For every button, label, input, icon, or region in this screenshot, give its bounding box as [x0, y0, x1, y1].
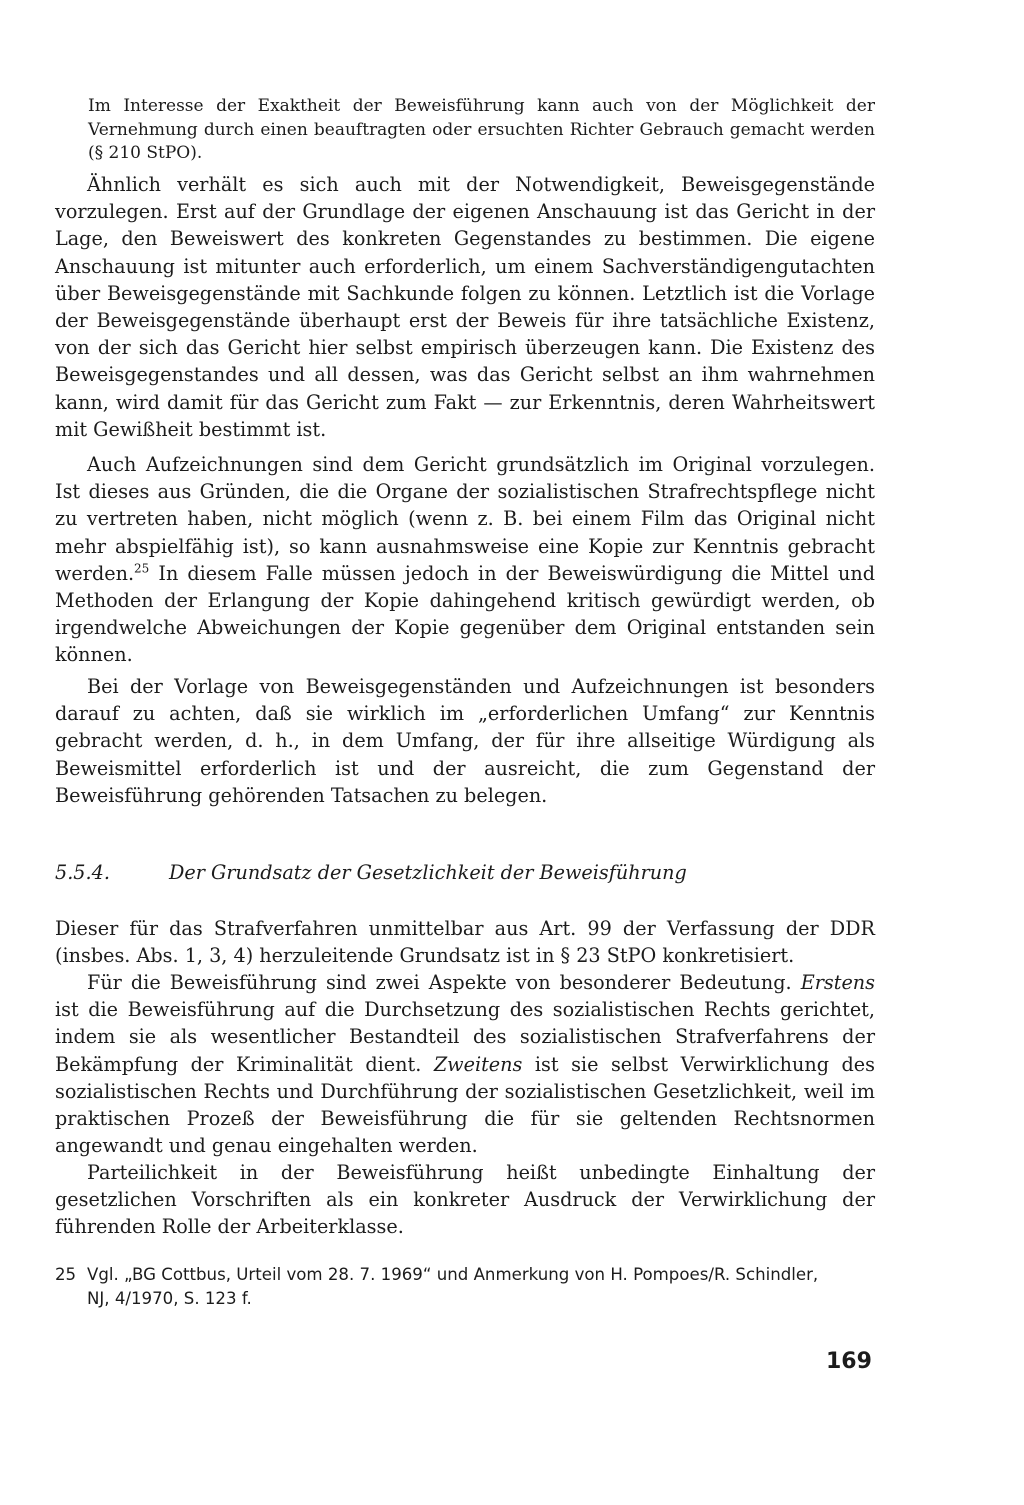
- page-number: 169: [826, 1349, 872, 1374]
- emphasis-zweitens: Zweitens: [433, 1052, 523, 1076]
- quoted-note: Im Interesse der Exaktheit der Beweisführung kann auch von der Möglichkeit der Vernehmung durch einen beauftragten oder ersuchten Richter Gebrauch gemacht werden (§ 210 StPO).: [88, 96, 875, 163]
- footnote: [55, 1263, 875, 1311]
- paragraph-recordings-text-a: Auch Aufzeichnungen sind dem Gericht grundsätzlich im Original vorzulegen. Ist dieses aus Gründen, die die Organe der sozialistischen Strafrechtspflege nicht zu vertreten haben, nicht möglich (wenn z. B. bei einem Film das Original nicht mehr abspielfähig ist), so kann ausnahmsweise eine Kopie zur Kenntnis gebracht werden.: [55, 453, 875, 585]
- paragraph-required-scope: Bei der Vorlage von Beweisgegenständen und Aufzeichnungen ist besonders darauf zu achten, daß sie wirklich im „erforderlichen Umfang“ zur Kenntnis gebracht werden, d. h., in dem Umfang, der für ihre allseitige Würdigung als Beweismittel erforderlich ist und der ausreicht, die zum Gegenstand der Beweisführung gehörenden Tatsachen zu belegen.: [55, 675, 875, 807]
- footnote-number: 25: [55, 1265, 77, 1284]
- paragraph-evidence-objects: Ähnlich verhält es sich auch mit der Notwendigkeit, Beweisgegenstände vorzulegen. Erst auf der Grundlage der eigenen Anschauung ist das Gericht in der Lage, den Beweiswert des konkreten Gegenstandes zu bestimmen. Die eigene Anschauung ist mitunter auch erforderlich, um einem Sachverständigengutachten über Beweisgegenstände mit Sachkunde folgen zu können. Letztlich ist die Vorlage der Beweisgegenstände überhaupt erst der Beweis für ihre tatsächliche Existenz, von der sich das Gericht hier selbst empirisch überzeugen kann. Die Existenz des Beweisgegenstandes und all dessen, was das Gericht selbst an ihm wahrnehmen kann, wird damit für das Gericht zum Fakt — zur Erkenntnis, deren Wahrheitswert mit Gewißheit bestimmt ist.: [55, 173, 875, 441]
- paragraph-partisanship: Parteilichkeit in der Beweisführung heißt unbedingte Einhaltung der gesetzlichen Vorschriften als ein konkreter Ausdruck der Verwirklichung der führenden Rolle der Arbeiterklasse.: [55, 1161, 875, 1239]
- paragraph-recordings-text-b: In diesem Falle müssen jedoch in der Beweiswürdigung die Mittel und Methoden der Erlangung der Kopie dahingehend kritisch gewürdigt werden, ob irgendwelche Abweichungen der Kopie gegenüber dem Original entstanden sein können.: [55, 561, 875, 667]
- paragraph-recordings: [55, 451, 875, 669]
- emphasis-erstens: Erstens: [800, 971, 875, 994]
- footnote-line-1: Vgl. „BG Cottbus, Urteil vom 28. 7. 1969“ und Anmerkung von H. Pompoes/R. Schindler,: [87, 1265, 819, 1284]
- footnote-reference[interactable]: 25: [134, 561, 150, 576]
- footnote-line-2: NJ, 4/1970, S. 123 f.: [87, 1289, 252, 1308]
- section-number: 5.5.4.: [55, 861, 110, 884]
- paragraph-two-aspects-text-a: Für die Beweisführung sind zwei Aspekte von besonderer Bedeutung.: [87, 971, 801, 994]
- section-title: Der Grundsatz der Gesetzlichkeit der Beweisführung: [169, 861, 687, 884]
- paragraph-two-aspects-text-b: ist die Beweisführung auf die Durchsetzung des sozialistischen Rechts gerichtet, indem sie als wesentlicher Bestandteil des sozialistischen Strafverfahrens der Bekämpfung der Kriminalität dient.: [55, 998, 875, 1076]
- paragraph-two-aspects: [55, 969, 875, 1159]
- paragraph-legality-principle: Dieser für das Strafverfahren unmittelbar aus Art. 99 der Verfassung der DDR (insbes. Abs. 1, 3, 4) herzuleitende Grundsatz ist in § 23 StPO konkretisiert.: [55, 917, 875, 968]
- section-heading: [55, 859, 875, 886]
- paragraph-two-aspects-text-c: ist sie selbst Verwirklichung des sozialistischen Rechts und Durchführung der sozialistischen Gesetzlichkeit, weil im praktischen Prozeß der Beweisführung die für sie geltenden Rechtsnormen angewandt und genau eingehalten werden.: [55, 1052, 875, 1158]
